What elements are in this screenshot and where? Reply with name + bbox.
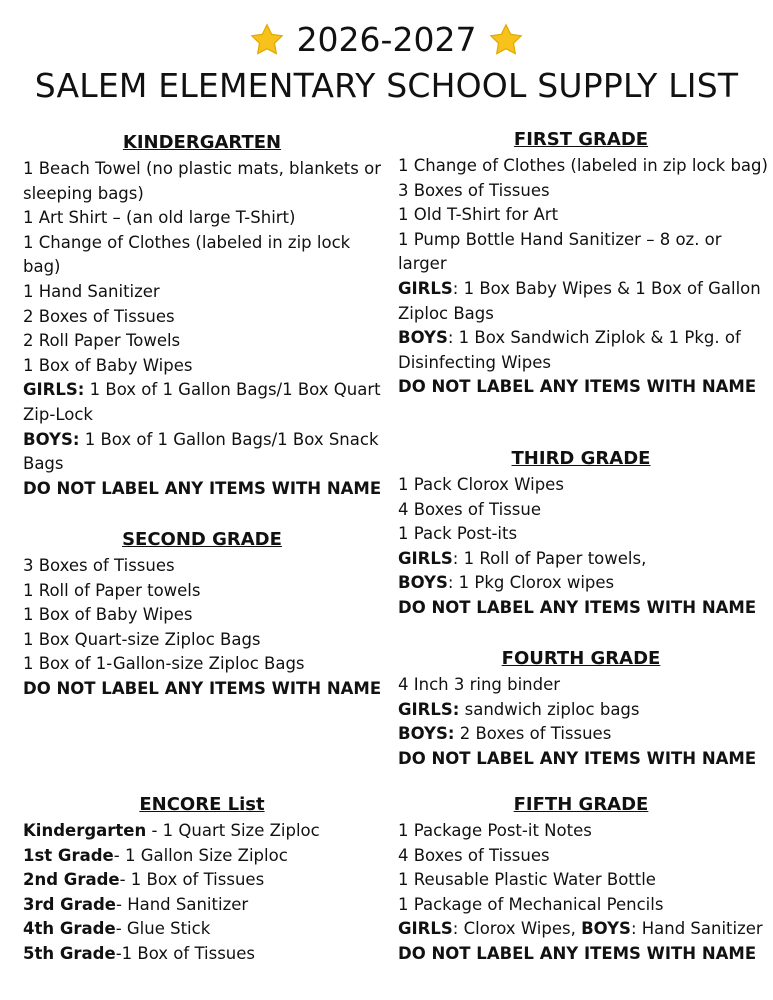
list-item: 2 Roll Paper Towels — [23, 331, 181, 351]
encore-grade: Kindergarten — [23, 821, 147, 840]
encore-text: -1 Box of Tissues — [115, 943, 256, 963]
girls-boys-item — [398, 917, 764, 942]
year-line — [0, 18, 773, 62]
no-label-note: DO NOT LABEL ANY ITEMS WITH NAME — [398, 597, 757, 617]
girls-label: GIRLS: — [23, 380, 85, 400]
encore-row — [23, 819, 381, 844]
list-item: 3 Boxes of Tissues — [23, 556, 175, 575]
list-item: 1 Old T-Shirt for Art — [398, 205, 559, 225]
encore-grade: 4th Grade — [23, 919, 116, 939]
girls-text: : Clorox Wipes, — [452, 919, 582, 939]
list-item: 1 Pump Bottle Hand Sanitizer – 8 oz. or larger — [398, 229, 722, 274]
boys-text: 1 Box of 1 Gallon Bags/1 Box Snack Bags — [23, 429, 379, 474]
encore-grade: 1st Grade — [23, 845, 114, 865]
encore-row — [23, 893, 381, 918]
fourth-grade-section — [398, 646, 764, 771]
boys-text: : 1 Box Sandwich Ziplok & 1 Pkg. of Disinfecting Wipes — [398, 328, 741, 372]
page-title: SALEM ELEMENTARY SCHOOL SUPPLY LIST — [34, 66, 739, 105]
list-item: 1 Beach Towel (no plastic mats, blankets or sleeping bags) — [23, 159, 381, 203]
section-title: KINDERGARTEN — [122, 132, 282, 153]
first-grade-section — [398, 127, 768, 400]
no-label-note: DO NOT LABEL ANY ITEMS WITH NAME — [23, 478, 382, 498]
school-year: 2026-2027 — [296, 20, 477, 59]
girls-label: GIRLS: — [398, 699, 460, 719]
encore-text: - 1 Box of Tissues — [119, 870, 265, 890]
section-title: ENCORE List — [139, 794, 265, 815]
encore-row — [23, 917, 381, 942]
girls-item — [398, 698, 764, 723]
kindergarten-section — [23, 130, 383, 501]
encore-section — [23, 792, 381, 967]
section-title: FIRST GRADE — [513, 129, 649, 150]
girls-text: sandwich ziploc bags — [459, 699, 640, 719]
list-item: 1 Package Post-it Notes — [398, 821, 592, 840]
encore-text: - 1 Quart Size Ziploc — [146, 821, 320, 840]
boys-text: : 1 Pkg Clorox wipes — [447, 573, 615, 593]
list-item: 1 Box of 1-Gallon-size Ziploc Bags — [23, 654, 305, 674]
section-title: THIRD GRADE — [511, 448, 651, 469]
list-item: 1 Change of Clothes (labeled in zip lock bag) — [23, 232, 351, 277]
boys-label: BOYS — [581, 919, 631, 939]
section-title: FOURTH GRADE — [501, 648, 661, 669]
girls-text: : 1 Box Baby Wipes & 1 Box of Gallon Ziploc Bags — [398, 278, 761, 323]
boys-item — [398, 722, 764, 747]
encore-text: - Glue Stick — [115, 919, 211, 939]
page-header — [0, 18, 773, 108]
list-item: 1 Box Quart-size Ziploc Bags — [23, 629, 261, 649]
list-item: 3 Boxes of Tissues — [398, 180, 550, 200]
boys-label: BOYS: — [23, 429, 80, 449]
second-grade-section — [23, 527, 381, 702]
encore-row — [23, 868, 381, 893]
girls-label: GIRLS — [398, 919, 453, 939]
no-label-note: DO NOT LABEL ANY ITEMS WITH NAME — [23, 678, 382, 698]
girls-label: GIRLS — [398, 548, 453, 568]
boys-label: BOYS — [398, 328, 448, 348]
list-item: 1 Pack Clorox Wipes — [398, 475, 564, 494]
girls-text: : 1 Roll of Paper towels, — [452, 548, 647, 568]
list-item: 1 Box of Baby Wipes — [23, 355, 193, 375]
list-item: 1 Box of Baby Wipes — [23, 605, 193, 625]
no-label-note: DO NOT LABEL ANY ITEMS WITH NAME — [398, 943, 757, 963]
list-item: 1 Reusable Plastic Water Bottle — [398, 870, 656, 890]
section-title: SECOND GRADE — [122, 529, 282, 550]
list-item: 2 Boxes of Tissues — [23, 306, 175, 326]
encore-grade: 3rd Grade — [23, 894, 116, 914]
boys-text: 2 Boxes of Tissues — [454, 724, 612, 744]
no-label-note: DO NOT LABEL ANY ITEMS WITH NAME — [398, 377, 757, 397]
boys-label: BOYS: — [398, 724, 455, 744]
girls-label: GIRLS — [398, 278, 453, 298]
star-icon — [249, 22, 285, 58]
list-item: 1 Package of Mechanical Pencils — [398, 894, 664, 914]
third-grade-section — [398, 446, 764, 621]
encore-grade: 2nd Grade — [23, 870, 120, 890]
encore-grade: 5th Grade — [23, 943, 116, 963]
encore-row — [23, 844, 381, 869]
girls-item — [23, 378, 383, 427]
list-item: 1 Change of Clothes (labeled in zip lock bag) — [398, 156, 768, 175]
boys-item — [398, 326, 768, 375]
girls-item — [398, 277, 768, 326]
list-item: 4 Inch 3 ring binder — [398, 675, 561, 694]
fifth-grade-section — [398, 792, 764, 967]
girls-text: 1 Box of 1 Gallon Bags/1 Box Quart Zip-Lock — [23, 380, 381, 424]
list-item: 1 Pack Post-its — [398, 524, 518, 544]
no-label-note: DO NOT LABEL ANY ITEMS WITH NAME — [398, 748, 757, 768]
section-title: FIFTH GRADE — [513, 794, 649, 815]
girls-item — [398, 547, 764, 572]
list-item: 4 Boxes of Tissues — [398, 845, 550, 865]
boys-item — [23, 428, 383, 477]
list-item: 4 Boxes of Tissue — [398, 499, 542, 519]
encore-row — [23, 942, 381, 967]
encore-text: - 1 Gallon Size Ziploc — [113, 845, 288, 865]
star-icon — [488, 22, 524, 58]
boys-item — [398, 571, 764, 596]
list-item: 1 Hand Sanitizer — [23, 281, 160, 301]
list-item: 1 Roll of Paper towels — [23, 580, 201, 600]
boys-label: BOYS — [398, 573, 448, 593]
boys-text: : Hand Sanitizer — [630, 919, 763, 939]
encore-text: - Hand Sanitizer — [116, 894, 249, 914]
list-item: 1 Art Shirt – (an old large T-Shirt) — [23, 208, 296, 228]
